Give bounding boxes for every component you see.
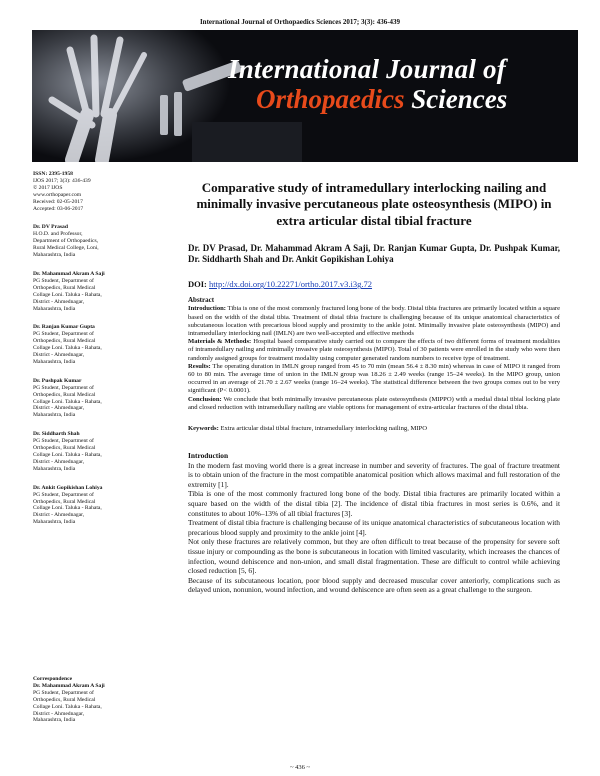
- sidebar: [33, 171, 145, 526]
- article-title: Comparative study of intramedullary interlocking nailing and minimally invasive percutaneous plate osteosynthesis (MIPO) in extra articular distal tibial fracture: [196, 180, 552, 228]
- correspondence-text: PG Student, Department of Orthopedics, Rural Medical Collage Loni. Taluka - Rahata, District - Ahmednagar, Maharashtra, India: [33, 689, 102, 724]
- abstract-methods-label: Materials & Methods:: [188, 338, 252, 346]
- keywords: [188, 425, 560, 432]
- abstract-conclusion-label: Conclusion:: [188, 395, 222, 403]
- affiliation: [33, 485, 145, 526]
- affiliation-text: PG Student, Department of Orthopedics, Rural Medical Collage Loni. Taluka - Rahata, District - Ahmednagar, Maharashtra, India: [33, 331, 102, 365]
- meta-received: Received: 02-05-2017: [33, 198, 83, 205]
- intro-paragraph: In the modern fast moving world there is a great increase in number and severity of fractures. The goal of fracture treatment is to obtain union of the fracture in the most compatible anatomical position which allows maximal and full restoration of the extremity [1].: [188, 460, 560, 489]
- abstract-results-label: Results:: [188, 362, 211, 370]
- introduction-heading: Introduction: [188, 451, 229, 461]
- affiliation: [33, 271, 145, 312]
- intro-paragraph: Because of its subcutaneous location, poor blood supply and decreased muscular cover anteriorly, complications such as delayed union, nonunion, wound infection, and wound dehiscence are often seen as a great challenge to the surgeon.: [188, 575, 560, 595]
- affiliation-name: Dr. DV Prasad: [33, 224, 68, 231]
- abstract-intro-text: Tibia is one of the most commonly fractured long bone of the body. Distal tibia fractures are primarily located within a square based on the width of the distal tibia. Treatment of distal tibia fracture is challenging because of its unique anatomical characteristics of subcutaneous location with precarious blood supply and proximity to the ankle joint. Minimally invasive plate osteosynthesis (MIPO) and intramedullary interlocking nail (IMLN) are two well-accepted and effective methods: [188, 305, 560, 338]
- affiliation-name: Dr. Mahammad Akram A Saji: [33, 270, 105, 277]
- meta-copyright: © 2017 IJOS: [33, 184, 63, 191]
- keywords-label: Keywords:: [188, 425, 219, 433]
- affiliation-name: Dr. Siddharth Shah: [33, 431, 80, 438]
- journal-banner: [32, 30, 578, 162]
- affiliation: [33, 431, 145, 472]
- doi-label: DOI:: [188, 279, 207, 290]
- affiliation-text: PG Student, Department of Orthopedics, Rural Medical Collage Loni. Taluka - Rahata, District - Ahmednagar, Maharashtra, India: [33, 491, 102, 526]
- intro-paragraph: Not only these fractures are relatively common, but they are often difficult to treat because of the propensity for severe soft tissue injury or compounding as the bone is subcutaneous in location with limited vascularity, which increases the chances of infection, wound dehiscence and non-union, and small distal fragmentation. These are difficult to control while achieving closed reduction [5, 6].: [188, 537, 560, 576]
- meta-citation: IJOS 2017; 3(3): 436-439: [33, 177, 91, 184]
- doi-link[interactable]: http://dx.doi.org/10.22271/ortho.2017.v3.i3g.72: [209, 279, 373, 290]
- intro-paragraph: Tibia is one of the most commonly fractured long bone of the body. Distal tibia fractures are primarily located within a square based on the width of the distal tibia [2]. The incidence of distal tibia fractures in most series is 0.6%, and it constitutes to about 10%–13% of all tibial fractures [3].: [188, 489, 560, 518]
- abstract-intro-label: Introduction:: [188, 305, 226, 313]
- journal-title-orthopaedics: Orthopaedics: [256, 84, 405, 114]
- abstract-heading: Abstract: [188, 296, 215, 305]
- correspondence-name: Dr. Mahammad Akram A Saji: [33, 682, 105, 689]
- affiliation: [33, 324, 145, 365]
- author-list: Dr. DV Prasad, Dr. Mahammad Akram A Saji, Dr. Ranjan Kumar Gupta, Dr. Pushpak Kumar, Dr. Siddharth Shah and Dr. Ankit Gopikishan Lohiya: [188, 243, 560, 265]
- meta-accepted: Accepted: 03-06-2017: [33, 205, 84, 212]
- page-number: ~ 436 ~: [289, 764, 311, 771]
- affiliation-name: Dr. Ankit Gopikishan Lohiya: [33, 484, 103, 491]
- abstract-methods-text: Hospital based comparative study carried out to compare the effects of two different forms of treatment modalities of intramedullary nailing and minimally invasive plate osteosynthesis (MIPO). Total of 30 patients were enrolled in the study who were then randomly assigned groups for treatment modality using computer generated random numbers to receive type of treatment.: [188, 338, 561, 362]
- meta-website: www.orthopaper.com: [33, 191, 82, 198]
- correspondence-label: Correspondence: [33, 676, 73, 682]
- affiliation-name: Dr. Pushpak Kumar: [33, 377, 82, 384]
- affiliation-text: PG Student, Department of Orthopedics, Rural Medical Collage Loni. Taluka - Rahata, District - Ahmednagar, Maharashtra, India: [33, 438, 102, 472]
- journal-title-line1: International Journal of: [228, 54, 506, 84]
- article-main: [188, 180, 560, 595]
- affiliation: [33, 224, 145, 259]
- intro-paragraph: Treatment of distal tibia fracture is challenging because of its unique anatomical characteristics of subcutaneous location with precarious blood supply and proximity to the ankle joint [4].: [188, 518, 560, 537]
- affiliation-text: PG Student, Department of Orthopedics, Rural Medical Collage Loni. Taluka - Rahata, District - Ahmednagar, Maharashtra, India: [33, 384, 102, 419]
- meta-issn: ISSN: 2395-1958: [33, 171, 73, 177]
- affiliation-text: H.O.D. and Professor, Department of Orthopaedics, Rural Medical College, Loni, Maharashtra, India: [33, 231, 99, 259]
- running-header: International Journal of Orthopaedics Sciences 2017; 3(3): 436-439: [199, 18, 401, 26]
- affiliation-text: PG Student, Department of Orthopedics, Rural Medical Collage Loni. Taluka - Rahata, District - Ahmednagar, Maharashtra, India: [33, 277, 102, 312]
- affiliation-name: Dr. Ranjan Kumar Gupta: [33, 324, 95, 331]
- journal-title-sciences: Sciences: [411, 84, 508, 114]
- correspondence: [33, 676, 145, 724]
- journal-meta: [33, 171, 145, 212]
- introduction-section: [188, 451, 560, 595]
- abstract-results-text: The operating duration in IMLN group ranged from 45 to 70 min (mean 56.4 ± 8.30 min) whereas in case of MIPO it ranged from 60 to 80 min. The average time of union in the IMLN group was 18.26 ± 2.49 weeks (range 15–24 weeks). In the MIPO group, union occurred in an average of 21.70 ± 2.67 weeks (range 16–24 weeks). The statistical difference between the two groups comes out to be very significant (P< 0.0001).: [188, 362, 560, 395]
- doi-line: [188, 279, 560, 289]
- journal-title-line2: [256, 84, 507, 115]
- abstract: [188, 296, 560, 412]
- abstract-conclusion-text: We conclude that both minimally invasive percutaneous plate osteosynthesis (MIPPO) with a medial distal tibial locking plate and closed reduction with intramedullary nailing are viable options for management of extra-articular fractures of the distal tibia.: [188, 395, 560, 411]
- keywords-text: Extra articular distal tibial fracture, intramedullary interlocking nailing, MIPO: [220, 425, 427, 433]
- affiliation: [33, 378, 145, 419]
